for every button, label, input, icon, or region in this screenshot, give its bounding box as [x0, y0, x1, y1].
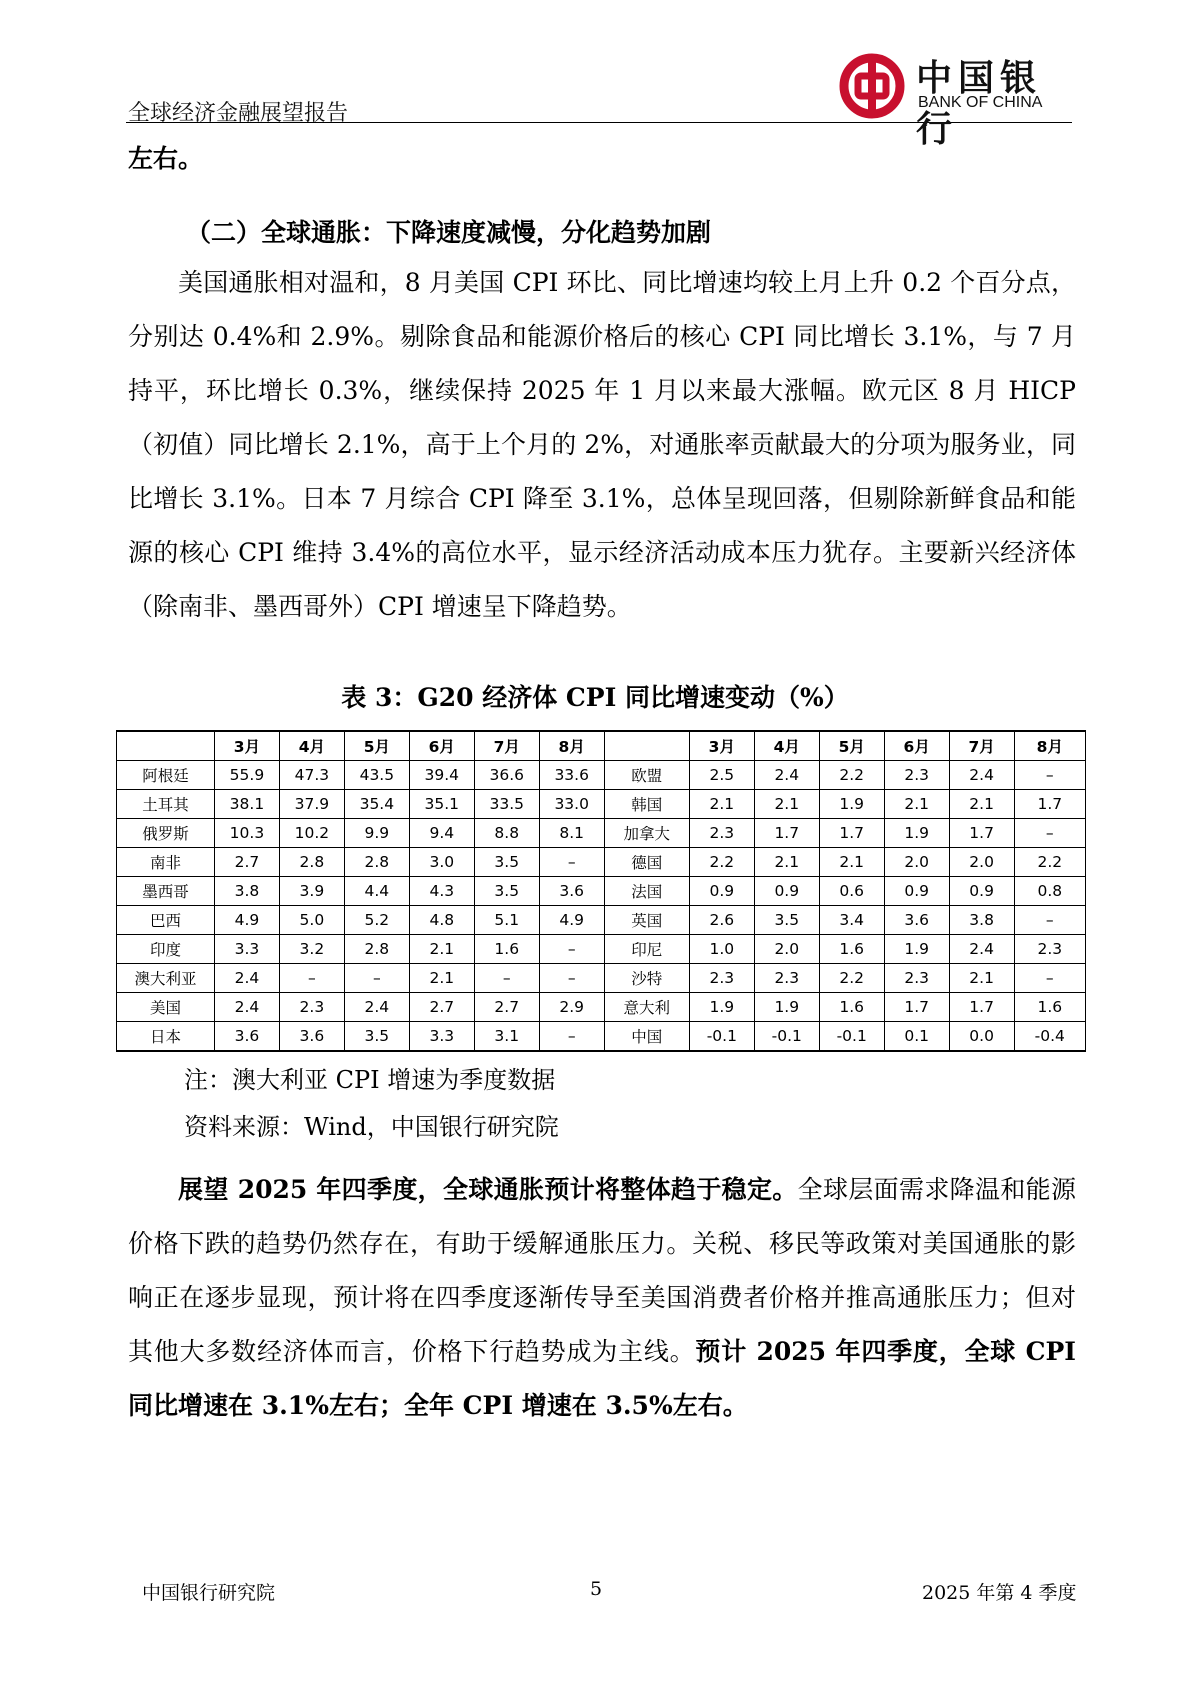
value-cell: 3.6: [214, 1022, 279, 1052]
month-header: 4月: [754, 731, 819, 761]
country-cell: 阿根廷: [117, 761, 215, 790]
value-cell: 2.3: [689, 964, 754, 993]
value-cell: 3.1: [474, 1022, 539, 1052]
value-cell: -0.1: [819, 1022, 884, 1052]
value-cell: 4.4: [344, 877, 409, 906]
value-cell: 2.1: [689, 790, 754, 819]
table-row: [117, 906, 1086, 935]
table-row: [117, 993, 1086, 1022]
value-cell: 2.1: [949, 964, 1014, 993]
month-header: 8月: [1014, 731, 1085, 761]
table-header-row: [117, 731, 1086, 761]
value-cell: 2.8: [279, 848, 344, 877]
value-cell: 1.6: [819, 993, 884, 1022]
value-cell: 3.0: [409, 848, 474, 877]
table-note: 注：澳大利亚 CPI 增速为季度数据: [184, 1066, 556, 1094]
value-cell: 39.4: [409, 761, 474, 790]
value-cell: 1.7: [949, 819, 1014, 848]
country-cell: 法国: [604, 877, 689, 906]
country-cell: 意大利: [604, 993, 689, 1022]
value-cell: 2.2: [819, 964, 884, 993]
paragraph-inflation: 美国通胀相对温和，8 月美国 CPI 环比、同比增速均较上月上升 0.2 个百分点，分别达 0.4%和 2.9%。剔除食品和能源价格后的核心 CPI 同比增长 3.1%，与 7 月持平，环比增长 0.3%，继续保持 2025 年 1 月以来最大涨幅。欧元区 8 月 HICP（初值）同比增长 2.1%，高于上个月的 2%，对通胀率贡献最大的分项为服务业，同比增长 3.1%。日本 7 月综合 CPI 降至 3.1%，总体呈现回落，但剔除新鲜食品和能源的核心 CPI 维持 3.4%的高位水平，显示经济活动成本压力犹存。主要新兴经济体（除南非、墨西哥外）CPI 增速呈下降趋势。: [128, 268, 1076, 621]
value-cell: 3.5: [344, 1022, 409, 1052]
value-cell: 9.4: [409, 819, 474, 848]
value-cell: 1.9: [754, 993, 819, 1022]
value-cell: 2.3: [1014, 935, 1085, 964]
value-cell: 2.1: [409, 964, 474, 993]
value-cell: 8.1: [539, 819, 604, 848]
value-cell: 55.9: [214, 761, 279, 790]
value-cell: 0.9: [949, 877, 1014, 906]
country-cell: 巴西: [117, 906, 215, 935]
value-cell: 4.9: [539, 906, 604, 935]
table-row: [117, 935, 1086, 964]
continuation-text: 左右。: [128, 144, 204, 173]
value-cell: 8.8: [474, 819, 539, 848]
value-cell: 4.3: [409, 877, 474, 906]
value-cell: –: [539, 848, 604, 877]
value-cell: 2.4: [344, 993, 409, 1022]
value-cell: 2.2: [1014, 848, 1085, 877]
month-header: 7月: [949, 731, 1014, 761]
value-cell: 37.9: [279, 790, 344, 819]
table-row: [117, 1022, 1086, 1052]
value-cell: 2.7: [409, 993, 474, 1022]
value-cell: 1.0: [689, 935, 754, 964]
month-header: 4月: [279, 731, 344, 761]
value-cell: 2.0: [949, 848, 1014, 877]
table-row: [117, 964, 1086, 993]
table-row: [117, 848, 1086, 877]
logo-english-name: BANK OF CHINA: [918, 94, 1043, 111]
value-cell: 9.9: [344, 819, 409, 848]
value-cell: 35.4: [344, 790, 409, 819]
country-cell: 欧盟: [604, 761, 689, 790]
value-cell: 2.1: [409, 935, 474, 964]
value-cell: 0.0: [949, 1022, 1014, 1052]
value-cell: 0.1: [884, 1022, 949, 1052]
country-cell: 俄罗斯: [117, 819, 215, 848]
value-cell: 2.9: [539, 993, 604, 1022]
cpi-table: [116, 730, 1086, 1052]
table-row: [117, 790, 1086, 819]
value-cell: 5.1: [474, 906, 539, 935]
country-cell: 德国: [604, 848, 689, 877]
value-cell: 33.5: [474, 790, 539, 819]
value-cell: 2.4: [214, 993, 279, 1022]
month-header: 3月: [689, 731, 754, 761]
country-cell: 土耳其: [117, 790, 215, 819]
footer-institute: 中国银行研究院: [142, 1582, 276, 1604]
value-cell: 5.0: [279, 906, 344, 935]
month-header: 7月: [474, 731, 539, 761]
value-cell: 1.9: [689, 993, 754, 1022]
value-cell: 3.5: [474, 848, 539, 877]
table-row: [117, 761, 1086, 790]
country-cell: 澳大利亚: [117, 964, 215, 993]
value-cell: 10.3: [214, 819, 279, 848]
value-cell: 3.6: [539, 877, 604, 906]
value-cell: 2.4: [754, 761, 819, 790]
outlook-body: 全球层面需求降温和能源价格下跌的趋势仍然存在，有助于缓解通胀压力。关税、移民等政策对美国通胀的影响正在逐步显现，预计将在四季度逐渐传导至美国消费者价格并推高通胀压力；但对其他大多数经济体而言，价格下行趋势成为主线。: [128, 1175, 1076, 1366]
value-cell: -0.1: [754, 1022, 819, 1052]
value-cell: 1.7: [1014, 790, 1085, 819]
logo-chinese-name: 中国银行: [916, 57, 1043, 150]
country-cell: 印度: [117, 935, 215, 964]
value-cell: 4.9: [214, 906, 279, 935]
value-cell: –: [474, 964, 539, 993]
value-cell: 2.6: [689, 906, 754, 935]
value-cell: 35.1: [409, 790, 474, 819]
value-cell: –: [539, 1022, 604, 1052]
value-cell: –: [1014, 761, 1085, 790]
header-blank-left: [117, 731, 215, 761]
value-cell: 2.5: [689, 761, 754, 790]
value-cell: 2.4: [214, 964, 279, 993]
value-cell: –: [539, 935, 604, 964]
country-cell: 美国: [117, 993, 215, 1022]
value-cell: –: [1014, 964, 1085, 993]
value-cell: 2.8: [344, 848, 409, 877]
value-cell: 2.3: [689, 819, 754, 848]
value-cell: 2.3: [884, 964, 949, 993]
outlook-bold-lead: 展望 2025 年四季度，全球通胀预计将整体趋于稳定。: [178, 1175, 798, 1204]
value-cell: 33.6: [539, 761, 604, 790]
paragraph-outlook: [128, 1163, 1076, 1433]
value-cell: 2.0: [754, 935, 819, 964]
footer-period: 2025 年第 4 季度: [922, 1582, 1077, 1604]
value-cell: 3.3: [409, 1022, 474, 1052]
month-header: 3月: [214, 731, 279, 761]
value-cell: 2.3: [884, 761, 949, 790]
value-cell: 38.1: [214, 790, 279, 819]
country-cell: 日本: [117, 1022, 215, 1052]
value-cell: 2.1: [819, 848, 884, 877]
value-cell: -0.1: [689, 1022, 754, 1052]
table-title: 表 3：G20 经济体 CPI 同比增速变动（%）: [341, 683, 849, 712]
value-cell: 0.9: [884, 877, 949, 906]
value-cell: 2.2: [819, 761, 884, 790]
report-title: 全球经济金融展望报告: [128, 101, 349, 126]
value-cell: –: [539, 964, 604, 993]
value-cell: 0.9: [754, 877, 819, 906]
value-cell: –: [1014, 906, 1085, 935]
country-cell: 韩国: [604, 790, 689, 819]
value-cell: 1.6: [1014, 993, 1085, 1022]
value-cell: 1.6: [819, 935, 884, 964]
value-cell: 2.7: [474, 993, 539, 1022]
table-row: [117, 819, 1086, 848]
value-cell: 0.6: [819, 877, 884, 906]
month-header: 5月: [344, 731, 409, 761]
value-cell: 2.1: [949, 790, 1014, 819]
value-cell: 3.5: [754, 906, 819, 935]
value-cell: 2.4: [949, 935, 1014, 964]
header-blank-right: [604, 731, 689, 761]
value-cell: –: [1014, 819, 1085, 848]
value-cell: 10.2: [279, 819, 344, 848]
value-cell: 2.3: [279, 993, 344, 1022]
value-cell: 3.9: [279, 877, 344, 906]
value-cell: 3.5: [474, 877, 539, 906]
value-cell: 2.7: [214, 848, 279, 877]
value-cell: –: [344, 964, 409, 993]
value-cell: 2.0: [884, 848, 949, 877]
country-cell: 印尼: [604, 935, 689, 964]
value-cell: 0.8: [1014, 877, 1085, 906]
month-header: 5月: [819, 731, 884, 761]
bank-logo: [838, 52, 1078, 150]
value-cell: 1.7: [819, 819, 884, 848]
value-cell: –: [279, 964, 344, 993]
value-cell: 36.6: [474, 761, 539, 790]
value-cell: 2.8: [344, 935, 409, 964]
value-cell: 2.3: [754, 964, 819, 993]
value-cell: 2.4: [949, 761, 1014, 790]
value-cell: 4.8: [409, 906, 474, 935]
value-cell: 5.2: [344, 906, 409, 935]
section-heading: （二）全球通胀：下降速度减慢，分化趋势加剧: [186, 218, 712, 247]
value-cell: 1.9: [819, 790, 884, 819]
value-cell: 1.6: [474, 935, 539, 964]
value-cell: 1.9: [884, 935, 949, 964]
month-header: 8月: [539, 731, 604, 761]
value-cell: 1.9: [884, 819, 949, 848]
value-cell: 0.9: [689, 877, 754, 906]
country-cell: 南非: [117, 848, 215, 877]
value-cell: 3.3: [214, 935, 279, 964]
outlook-bold-tail: 预计 2025 年四季度，全球 CPI 同比增速在 3.1%左右；全年 CPI 增速在 3.5%左右。: [128, 1337, 1076, 1420]
value-cell: 3.4: [819, 906, 884, 935]
value-cell: 3.2: [279, 935, 344, 964]
value-cell: 3.6: [279, 1022, 344, 1052]
value-cell: -0.4: [1014, 1022, 1085, 1052]
value-cell: 43.5: [344, 761, 409, 790]
country-cell: 英国: [604, 906, 689, 935]
value-cell: 33.0: [539, 790, 604, 819]
bank-of-china-logo-icon: [838, 52, 906, 120]
value-cell: 3.8: [949, 906, 1014, 935]
country-cell: 加拿大: [604, 819, 689, 848]
value-cell: 3.8: [214, 877, 279, 906]
value-cell: 3.6: [884, 906, 949, 935]
page-number: 5: [590, 1578, 603, 1600]
value-cell: 2.1: [754, 848, 819, 877]
country-cell: 中国: [604, 1022, 689, 1052]
country-cell: 沙特: [604, 964, 689, 993]
table-source: 资料来源：Wind，中国银行研究院: [184, 1113, 559, 1141]
value-cell: 47.3: [279, 761, 344, 790]
month-header: 6月: [409, 731, 474, 761]
value-cell: 2.2: [689, 848, 754, 877]
month-header: 6月: [884, 731, 949, 761]
value-cell: 1.7: [884, 993, 949, 1022]
value-cell: 2.1: [884, 790, 949, 819]
table-row: [117, 877, 1086, 906]
value-cell: 1.7: [754, 819, 819, 848]
country-cell: 墨西哥: [117, 877, 215, 906]
value-cell: 1.7: [949, 993, 1014, 1022]
value-cell: 2.1: [754, 790, 819, 819]
